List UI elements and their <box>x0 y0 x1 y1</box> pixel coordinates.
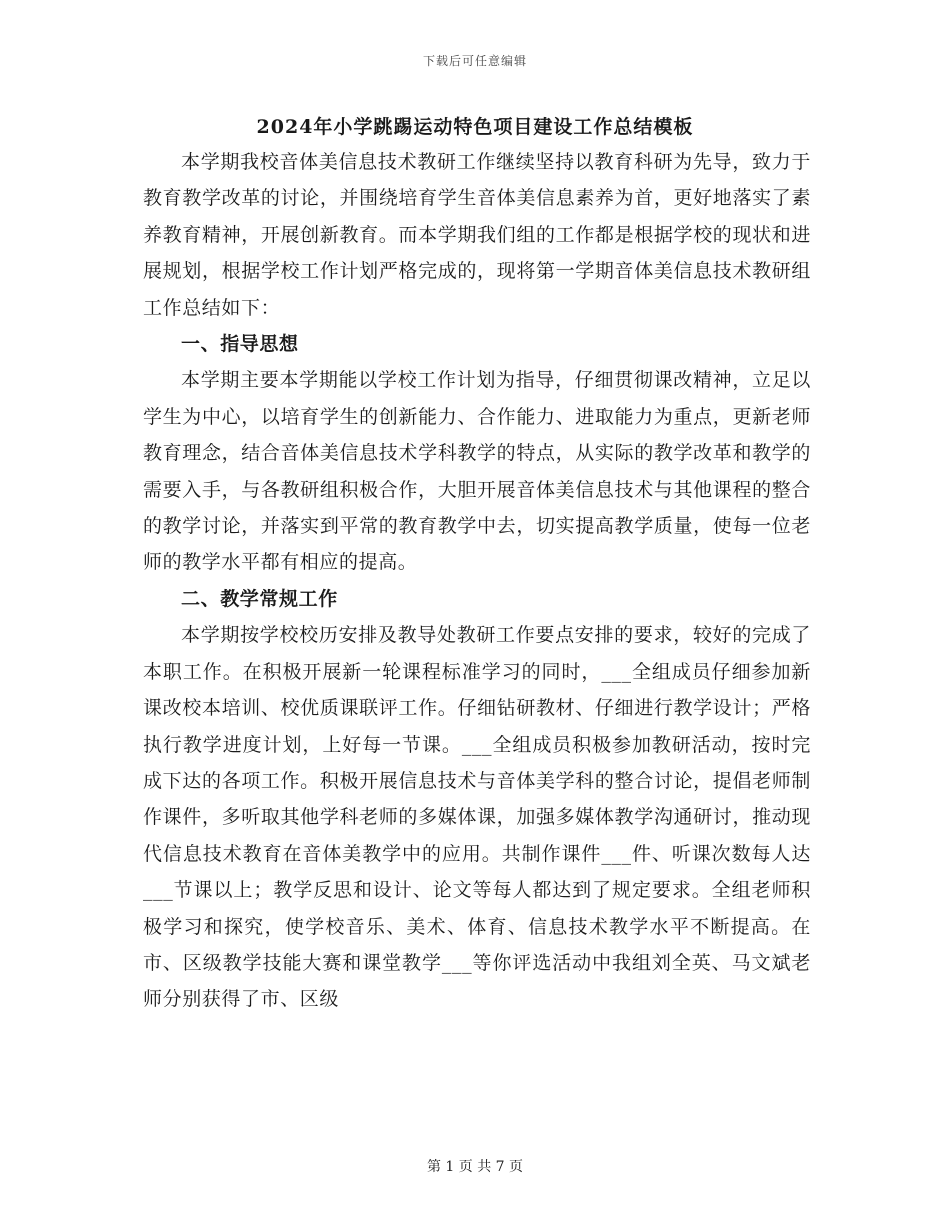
header-note: 下载后可任意编辑 <box>422 54 527 68</box>
section-body-teaching-routine: 本学期按学校校历安排及教导处教研工作要点安排的要求，较好的完成了本职工作。在积极开展新一轮课程标准学习的同时，___全组成员仔细参加新课改校本培训、校优质课联评工作。仔细钻研教材、仔细进行教学设计；严格执行教学进度计划，上好每一节课。___全组成员积极参加教研活动，按时完成下达的各项工作。积极开展信息技术与音体美学科的整合讨论，提倡老师制作课件，多听取其他学科老师的多媒体课，加强多媒体教学沟通研讨，推动现代信息技术教育在音体美教学中的应用。共制作课件___件、听课次数每人达___节课以上；教学反思和设计、论文等每人都达到了规定要求。全组老师积极学习和探究，使学校音乐、美术、体育、信息技术教学水平不断提高。在市、区级教学技能大赛和课堂教学___等你评选活动中我组刘全英、马文斌老师分别获得了市、区级 <box>143 624 811 1011</box>
page-footer: 第 1 页 共 7 页 <box>426 1159 524 1175</box>
section-heading-guiding-thought: 一、指导思想 <box>181 333 299 356</box>
section-heading-teaching-routine: 二、教学常规工作 <box>181 587 338 610</box>
intro-paragraph: 本学期我校音体美信息技术教研工作继续坚持以教育科研为先导，致力于教育教学改革的讨论，并围绕培育学生音体美信息素养为首，更好地落实了素养教育精神，开展创新教育。而本学期我们组的工作都是根据学校的现状和进展规划，根据学校工作计划严格完成的，现将第一学期音体美信息技术教研组工作总结如下： <box>143 151 811 319</box>
document-body <box>143 144 811 1018</box>
section-body-guiding-thought: 本学期主要本学期能以学校工作计划为指导，仔细贯彻课改精神，立足以学生为中心，以培育学生的创新能力、合作能力、进取能力为重点，更新老师教育理念，结合音体美信息技术学科教学的特点，从实际的教学改革和教学的需要入手，与各教研组积极合作，大胆开展音体美信息技术与其他课程的整合的教学讨论，并落实到平常的教育教学中去，切实提高教学质量，使每一位老师的教学水平都有相应的提高。 <box>143 369 811 574</box>
document-title: 2024年小学跳踢运动特色项目建设工作总结模板 <box>256 116 694 138</box>
